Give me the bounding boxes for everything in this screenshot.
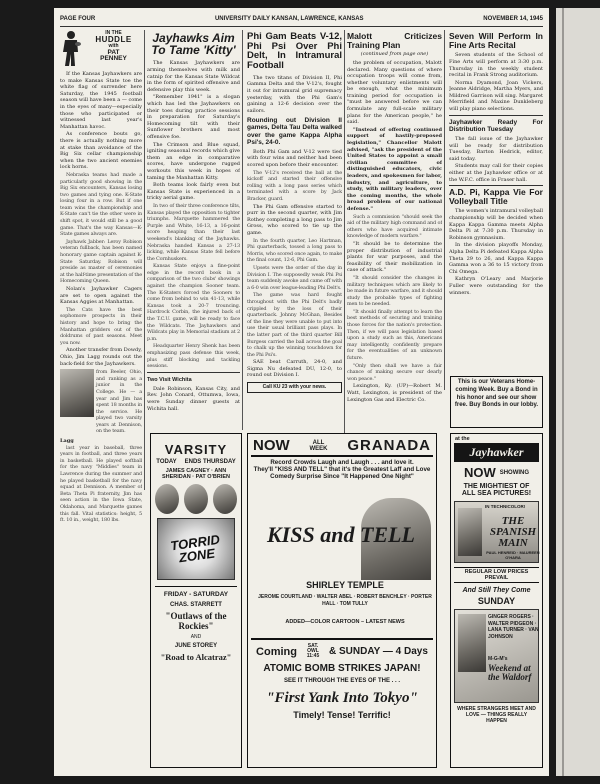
column-separator	[344, 30, 345, 450]
visit-subhead: Two Visit Wichita	[147, 376, 192, 383]
malott-column	[347, 30, 442, 450]
phigam-column	[247, 30, 342, 430]
jayhawker-theater-ad	[450, 433, 543, 768]
huddle-with: with	[108, 43, 119, 50]
granada-owl: SAT. OWL 11:45	[306, 643, 320, 659]
body-text: In the fourth quarter, Leo Hartman, Phi quarterback, tossed a long pass to Morris, who scored once again, to make the final count, 12-6, Phi Gam.	[247, 237, 342, 264]
phigam-paragraph: The Phi Gam offensive started to purr in the second quarter, with Jim Rothey completing a long pass to Jim Gross, who scored to tie up the game.	[247, 203, 342, 236]
huddle-title-small: IN THE	[105, 30, 122, 36]
huddle-paragraph: Another transfer from Dowdy, Ohio, Jim Lagg rounds out the back-field for the Jayhawkers.	[60, 347, 142, 367]
malott-headline: Malott Criticizes Training Plan	[347, 31, 442, 50]
granada-theater-ad	[247, 433, 437, 768]
paper-title: UNIVERSITY DAILY KANSAN, LAWRENCE, KANSAS	[214, 16, 364, 22]
jayhawker-showing: SHOWING	[499, 469, 530, 476]
torrid-zone-art	[157, 518, 235, 580]
body-text: The V-12's received the ball at the kickoff and started their offensive rolling with a long pass series which terminated with a score by Jack Bracker, guard.	[247, 169, 342, 203]
player-photo	[60, 369, 94, 417]
body-text: The Cats have the best sophomore prospects in their history and hope to bring the Manhattan gridders out of the doldrums of past seasons. Meet you now.	[60, 306, 142, 346]
star-photo	[184, 484, 208, 514]
volleyball-headline: A.D. Pi, Kappa Vie For Volleyball Title	[449, 187, 543, 206]
kitty-headline: Jayhawks Aim To Tame 'Kitty'	[151, 31, 236, 58]
page-header	[60, 16, 543, 26]
granada-sunday: & SUNDAY — 4 Days	[329, 646, 428, 657]
waldorf-art	[454, 609, 539, 703]
visit-paragraph: Dale Robinson, Kansas City, and Rev. John Conard, Ottumwa, Iowa, were Sunday dinner guests at Wichita hall.	[147, 385, 240, 412]
phigam-paragraph: SAE beat Carruth, 24-0, and Sigma Nu defeated DU, 12-0, to round out Division I.	[247, 359, 342, 379]
varsity-today: TODAY	[156, 459, 177, 465]
varsity-name: VARSITY	[164, 442, 228, 457]
body-text: Upsets were the order of the day in Division I. The supposedly weak Phi Psi team suddenly awoke and came off with a 6-0 win over league-leading Phi Delt's.	[247, 264, 342, 291]
body-text: Nebraska teams had made a particularly good showing in the Big Six encounters, Kansas losing two games and tying one. K-State losing four in a row. But if one team wins the championship and K-State can't tie the other were in shift spot, it would still be a good game. That's the way Kansas—K-State games always are.	[60, 171, 142, 238]
body-text: Jayhawk Jabber: Leroy Robison veteran fullback, has been named honorary game captain against K-State Saturday. Robison will preside as master of ceremonies at the half-time presentation of the Homecoming Queen.	[60, 238, 142, 285]
granada-eyes: SEE IT THROUGH THE EYES OF THE . . .	[283, 678, 400, 684]
news-tip-box: Call KU 23 with your news.	[247, 382, 342, 393]
body-text: "It should consider the changes in military techniques which are likely to be made in future warfare, and it should study the probable types of fighting men to be needed.	[347, 274, 442, 308]
star-photo	[458, 614, 486, 672]
star-photo	[213, 484, 237, 514]
columnist-last-name: PENNEY	[100, 55, 127, 63]
waldorf-title: Weekend at the Waldorf	[488, 663, 532, 682]
granada-bomb: ATOMIC BOMB STRIKES JAPAN!	[263, 663, 421, 674]
volleyball-paragraph: The women's intramural volleyball championship will be decided when Kappa Kappa Gamma meets Alpha Delta Pi at 7:30 p.m. Thursday in Robinson gymnasium.	[449, 208, 543, 241]
veterans-box	[450, 376, 543, 428]
volleyball-paragraph: Kathryn O'Leary and Marjorie Fuller were outstanding for the winners.	[449, 276, 543, 296]
varsity-and: AND	[190, 634, 202, 640]
jayhawker-book-subhead: Jayhawker Ready For Distribution Tuesday	[449, 118, 543, 133]
malott-paragraph: "Instead of offering continued support of hastily-proposed legislation," Chancellor Malott advised, "ask the president of the United States to appoint a small civilian committee of distinguished educators, civic leaders, and spokesmen for labor, industry, and agriculture, to study, with military leaders, over the coming months, the whole broad problem of our national defense."	[347, 126, 442, 212]
kitty-paragraph: The Crimson and Blue squad, igniting seasonal records which give them an edge in comparative scores, have undergone rugged workouts this week in hopes of taming the Manhattan Kitty.	[147, 141, 240, 181]
varsity-days: FRIDAY - SATURDAY	[163, 591, 229, 598]
granada-tagline: Comedy Surprise Since "It Happened One Night"	[270, 473, 414, 480]
phigam-subhead: Rounding out Division II games, Delta Tau Delta walked over the game Kappa Alpha Psi's, 24-0.	[247, 117, 342, 146]
waldorf-tagline: WHERE STRANGERS MEET AND LOVE — THINGS REALLY HAPPEN	[457, 706, 536, 724]
jayhawker-still: And Still They Come	[462, 587, 531, 594]
varsity-stars: JAMES CAGNEY · ANN SHERIDAN · PAT O'BRIEN	[161, 468, 231, 480]
jayhawker-book-paragraph: Students may call for their copies either at the Jayhawker office or at the W.F.C. office in Fraser hall.	[449, 163, 543, 183]
jayhawker-feature: THE SPANISH MAIN	[489, 515, 537, 549]
huddle-masthead	[60, 30, 142, 68]
granada-cast: JEROME COURTLAND · WALTER ABEL · ROBERT BENCHLEY · PORTER HALL · TOM TULLY	[258, 594, 432, 607]
jayhawker-name: Jayhawker	[454, 443, 539, 462]
spanish-main-art	[454, 501, 539, 563]
granada-star: SHIRLEY TEMPLE	[255, 580, 435, 590]
adjacent-page-edge	[556, 8, 600, 776]
right-column	[449, 30, 543, 370]
body-text: Headquarter Henry Shenk has been emphasizing pass defense this week, plus stiff blocking and tackling sessions.	[147, 343, 240, 370]
phigam-paragraph: Both Phi Gam and V-12 were tied with four wins and neither had been scored upon before their encounter.	[247, 148, 342, 169]
jayhawker-now: NOW	[463, 465, 496, 480]
body-text: In two of their three conference tilts, Kansas played the opposition to tighter triumphs. Marquette hammered the Purple and White, 16-13, a 16-point score heaping than their last weekend's blanking of the Jayhawks. Nebraska handed Kansas a 27-13 licking, while Kansas State fell before the Cornhuskers.	[147, 202, 240, 262]
granada-name: GRANADA	[347, 437, 431, 454]
star-photos	[153, 484, 239, 514]
jayhawker-at: at the	[455, 436, 470, 442]
malott-paragraph: the problem of occupation, Malott declared. Many questions of where occupation troops will come from, whether voluntary enlistments will be enough, what the minimum training period for occupation is "must be answered before we can formulate any full-scale military plans for the American people," he said.	[347, 59, 442, 126]
newspaper-page	[54, 8, 549, 776]
body-text: The game was hard fought throughout with the Phi Delt's badly crippled by the loss of their quarterback. Johnny McGhan, Besides of the line they were unable to put into use their usual brilliant pass plays. In the latter part of the third quarter Bill Burgess carried the ball across the goal to chalk up the winning touchdown for the Phi Psi's.	[247, 292, 342, 358]
granada-tagline: Record Crowds Laugh and Laugh . . . and love it.	[270, 459, 414, 466]
varsity-movie2: "Road to Alcatraz"	[160, 652, 232, 662]
varsity-feature: TORRID ZONE	[169, 531, 221, 566]
jayhawker-tagline: THE MIGHTIEST OF	[463, 483, 530, 490]
column-separator	[144, 30, 145, 490]
jayhawker-sunday: SUNDAY	[477, 596, 516, 606]
recital-paragraph: Seven students of the School of Fine Arts will perform at 3:30 p.m. Thursday in the weekly student recital in Frank Strong auditorium.	[449, 52, 543, 79]
jayhawker-technicolor: IN TECHNICOLOR!	[485, 504, 526, 509]
jayhawker-cast: PAUL HENREID · MAUREEN O'HARA	[486, 550, 540, 560]
page-number: PAGE FOUR	[60, 16, 96, 22]
granada-added: ADDED—COLOR CARTOON – LATEST NEWS	[285, 619, 405, 625]
varsity-ends: ENDS THURSDAY	[184, 459, 236, 465]
body-text: from Beeler, Ohio, and ranking as a junior in the College. He — a year and Jim has spent 18 months in the service. He played two varsity years at Dennison, on the team.	[96, 369, 142, 435]
recital-paragraph: Norma Dyamond, Joan Vickers, Jeanne Aldridge, Martha Myers, and Mildred Garrison will sing. Margaret Merrifield and Maxine Dunkleberg will play piano selections.	[449, 79, 543, 113]
football-player-icon	[60, 30, 82, 68]
photo-caption: Lagg	[60, 438, 74, 445]
recital-headline: Seven Will Perform In Fine Arts Recital	[449, 31, 543, 50]
body-text: Such a commission "should seek the aid of the military high command and of others who have acquired intimate knowledge of modern warfare."	[347, 213, 442, 240]
malott-paragraph: "It should be to determine the proper distribution of industrial plants for war purposes, and the feasibility of their mobilization in case of attack."	[347, 240, 442, 274]
jayhawker-prices: REGULAR LOW PRICES PREVAIL	[454, 567, 539, 583]
huddle-paragraph: Nolan's Jayhawker Cagers are set to open against the Kansas Aggies at Manhattan.	[60, 286, 142, 306]
column-separator	[242, 30, 243, 430]
huddle-paragraph: If the Kansas Jayhawkers are to make Kansas State toe the white flag of surrender here Saturday, the 1945 football season will have been a — come in the eyes of many—especially those who participated or witnessed last year's Manhattan havoc.	[60, 71, 142, 130]
body-text: "Only then shall we have a fair chance of making secure our dearly won peace."	[347, 362, 442, 382]
kiss-and-tell-art	[251, 484, 433, 634]
column-separator	[444, 30, 445, 390]
malott-paragraph: Lexington, Ky. (UP)—Robert M. Watt, Lexington, is president of the Lexington Gas and Electric Co.	[347, 383, 442, 403]
granada-all-week: ALL WEEK	[309, 439, 328, 452]
waldorf-studio: M-G-M's	[488, 656, 508, 662]
huddle-title: HUDDLE	[95, 34, 132, 44]
varsity-actor2: JUNE STOREY	[174, 643, 218, 649]
granada-movie-title: KISS and TELL	[267, 522, 415, 547]
kitty-paragraph: The Kansas Jayhawkers are arming themselves with milk and catnip for the Kansas State Wildcat in the form of spirited offensive and defensive play this week.	[147, 60, 240, 93]
granada-coming: Coming	[256, 645, 297, 658]
body-text: last year in baseball, three years in football, and three years in basketball. He played softball for the navy "Middies" team in Lawrence during the summer and he played basketball for the navy squad at Dennison. A member of Beta Theta Pi fraternity, Jim has seen action in the Iowa State, Oklahoma, and Marquette games this fall. Vital statistics: height, 5 ft. 10 in., weight, 180 lbs.	[60, 444, 142, 524]
header-rule	[60, 26, 543, 27]
granada-now: NOW	[253, 437, 290, 454]
waldorf-stars: GINGER ROGERS · WALTER PIDGEON · LANA TURNER · VAN JOHNSON	[488, 614, 539, 640]
huddle-column	[60, 30, 142, 770]
star-photo	[155, 484, 179, 514]
huddle-paragraph: As conference bouts go, there is actually nothing more at stake than avoidance of the Big Six cellar championship when the two ancient enemies lock horns.	[60, 131, 142, 171]
volleyball-paragraph: In the division playoffs Monday, Alpha Delta Pi defeated Kappa Alpha Theta 29 to 26, and Kappa Kappa Gamma won a 36 to 15 victory from Chi Omega.	[449, 242, 543, 275]
lagg-photo-block	[60, 369, 142, 436]
varsity-theater-ad	[150, 433, 242, 768]
granada-tagline: They'll "KISS AND TELL" that it's the Greatest Laff and Love	[253, 466, 431, 473]
kitty-paragraph: Both teams look fairly even but Kansas State is experienced in a tricky aerial game.	[147, 182, 240, 202]
jayhawker-book-paragraph: The fall issue of the Jayhawker will be ready for distribution Tuesday, Barton Hedrick, editor, said today.	[449, 135, 543, 162]
body-text: Kansas State enjoys a fine-point edge in the record book in a comparison of the two clubs' showings against the champion Sooner team. The K-Staters forced the Sooners to come from behind to win 41-13, while Kansas took a 20-7 trouncing. Hardrock Corbin, the injured back of the T.C.U. game, will be ready to face the Wildcats. The Jayhawkers and Wildcats play in Memorial stadium at 2 p.m.	[147, 263, 240, 342]
jayhawker-tagline: ALL SEA PICTURES!	[461, 490, 532, 497]
kitty-column	[147, 30, 240, 430]
granada-timely: Timely! Tense! Terrific!	[293, 710, 391, 720]
phigam-headline: Phi Gam Beats V-12, Phi Psi Over Phi Delt, In Intramural Football	[247, 31, 342, 72]
granada-film: "First Yank Into Tokyo"	[266, 690, 418, 706]
veterans-text: This is our Veterans Home-coming Week. Buy a Bond in his honor and see our show free. Buy Bonds in our lobby.	[454, 379, 539, 409]
varsity-actor: CHAS. STARRETT	[170, 602, 222, 608]
issue-date: NOVEMBER 14, 1945	[483, 16, 543, 22]
continued-note: (continued from page one)	[360, 51, 429, 58]
body-text: "It should finally attempt to learn the best methods of securing and training those forces for the nation's protection. Then, if we will pass legislation based upon a study such as this, Americans may intelligently, confidently prepare for the eventualities of an unknown future.	[347, 308, 442, 362]
varsity-movie1: "Outlaws of the Rockies"	[165, 611, 227, 631]
columnist-first-name: PAT	[107, 48, 120, 56]
kitty-paragraph: "Remember 1941" is a slogan which has led the Jayhawkers on their toes during practice sessions in preparation for Saturday's Homecoming tilt with their Sunflower brothers and most offensive foe.	[147, 94, 240, 140]
star-photo	[458, 508, 482, 556]
phigam-paragraph: The two titans of Division II, Phi Gamma Delta and the V-12's, fought it out for intramural grid supremacy yesterday, with the Phi Gam's gaining a 12-6 decision over the sailors.	[247, 74, 342, 114]
